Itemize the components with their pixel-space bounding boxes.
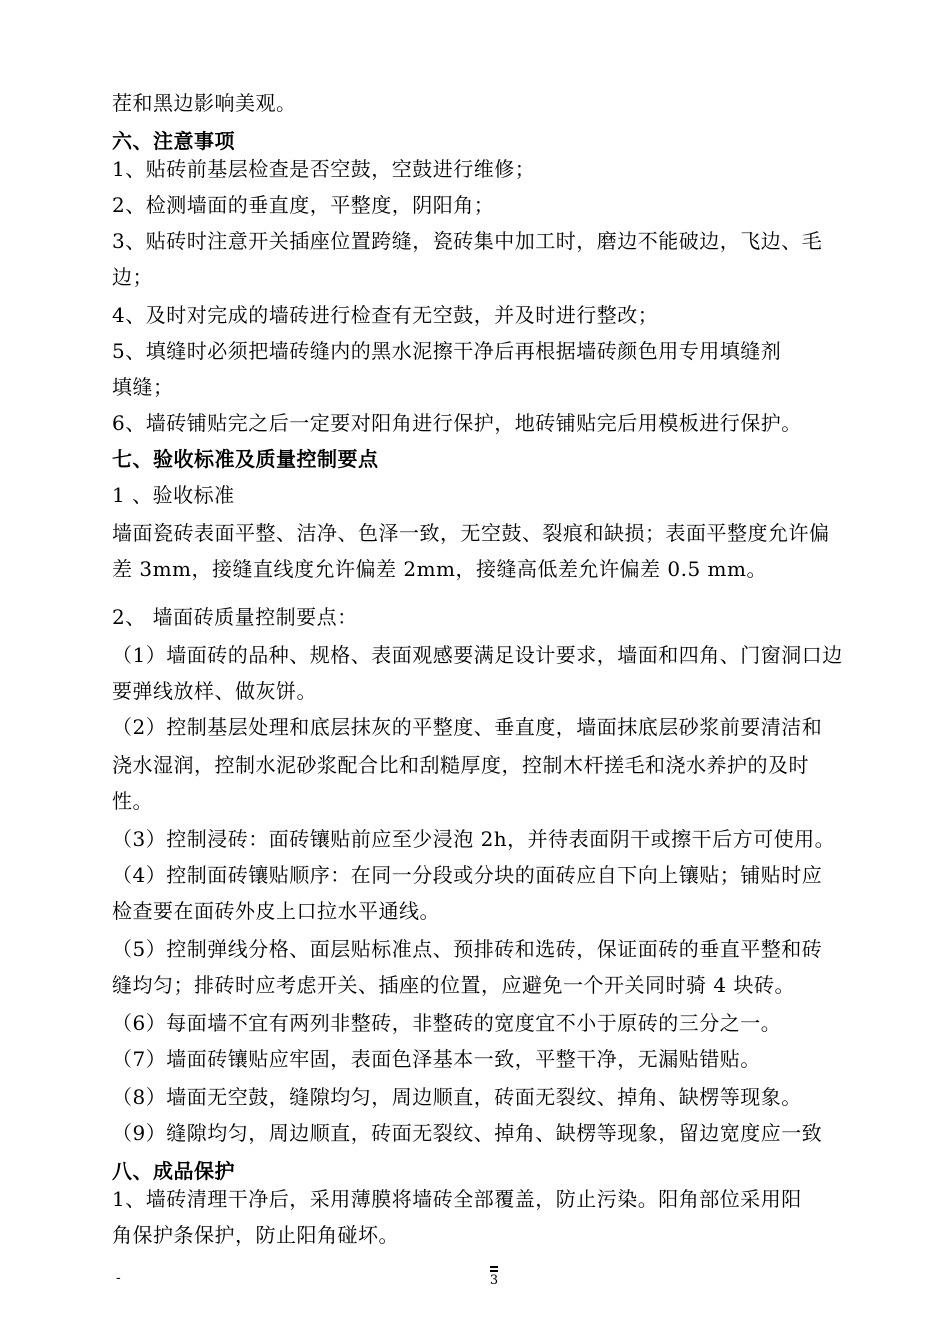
text-line: 5、填缝时必须把墙砖缝内的黑水泥擦干净后再根据墙砖颜色用专用填缝剂: [112, 339, 782, 363]
text-line: 边；: [112, 265, 153, 289]
text-line: 浇水湿润，控制水泥砂浆配合比和刮糙厚度，控制木杆搓毛和浇水养护的及时: [112, 753, 809, 777]
page-number-text: 3: [489, 1273, 499, 1288]
text-line: 1、墙砖清理干净后，采用薄膜将墙砖全部覆盖，防止污染。阳角部位采用阳: [112, 1187, 802, 1211]
text-line: 1、贴砖前基层检查是否空鼓，空鼓进行维修；: [112, 157, 536, 181]
text-line: 墙面瓷砖表面平整、洁净、色泽一致，无空鼓、裂痕和缺损；表面平整度允许偏: [112, 521, 830, 545]
text-line: 6、墙砖铺贴完之后一定要对阳角进行保护，地砖铺贴完后用模板进行保护。: [112, 411, 802, 435]
text-line: （8）墙面无空鼓，缝隙均匀，周边顺直，砖面无裂纹、掉角、缺楞等现象。: [112, 1085, 802, 1109]
text-line: （9）缝隙均匀，周边顺直，砖面无裂纹、掉角、缺楞等现象，留边宽度应一致: [112, 1121, 823, 1145]
page-number-mark-icon: [490, 1266, 498, 1272]
text-line: 要弹线放样、做灰饼。: [112, 679, 317, 703]
text-line: （7）墙面砖镶贴应牢固，表面色泽基本一致，平整干净，无漏贴错贴。: [112, 1047, 761, 1071]
text-line: （4）控制面砖镶贴顺序：在同一分段或分块的面砖应自下向上镶贴；铺贴时应: [112, 863, 823, 887]
text-line: 性。: [112, 789, 153, 813]
text-line: 4、及时对完成的墙砖进行检查有无空鼓，并及时进行整改；: [112, 303, 659, 327]
text-line: 2、检测墙面的垂直度，平整度，阴阳角；: [112, 193, 495, 217]
text-line: 3、贴砖时注意开关插座位置跨缝，瓷砖集中加工时，磨边不能破边，飞边、毛: [112, 229, 823, 253]
text-line: （5）控制弹线分格、面层贴标准点、预排砖和选砖，保证面砖的垂直平整和砖: [112, 937, 823, 961]
text-line: （3）控制浸砖：面砖镶贴前应至少浸泡 2h，并待表面阴干或擦干后方可使用。: [112, 827, 836, 851]
text-line: （6）每面墙不宜有两列非整砖，非整砖的宽度宜不小于原砖的三分之一。: [112, 1011, 782, 1035]
subheading-line: 2、 墙面砖质量控制要点：: [112, 605, 358, 629]
section-heading-8: 八、成品保护: [112, 1159, 235, 1183]
footer-left-mark: -: [116, 1270, 121, 1286]
section-heading-6: 六、注意事项: [112, 129, 235, 153]
section-heading-7: 七、验收标准及质量控制要点: [112, 447, 379, 471]
text-line: 缝均匀；排砖时应考虑开关、插座的位置，应避免一个开关同时骑 4 块砖。: [112, 973, 795, 997]
text-line: 填缝；: [112, 375, 174, 399]
text-line: （1）墙面砖的品种、规格、表面观感要满足设计要求，墙面和四角、门窗洞口边: [112, 643, 843, 667]
text-line: 差 3mm，接缝直线度允许偏差 2mm，接缝高低差允许偏差 0.5 mm。: [112, 557, 767, 581]
text-line: （2）控制基层处理和底层抹灰的平整度、垂直度，墙面抹底层砂浆前要清洁和: [112, 715, 823, 739]
text-line: 角保护条保护，防止阳角碰坏。: [112, 1223, 399, 1247]
text-line: 检查要在面砖外皮上口拉水平通线。: [112, 899, 440, 923]
page-number: [484, 1266, 504, 1288]
subheading-line: 1 、验收标准: [112, 483, 235, 507]
text-line: 茬和黑边影响美观。: [112, 91, 297, 115]
